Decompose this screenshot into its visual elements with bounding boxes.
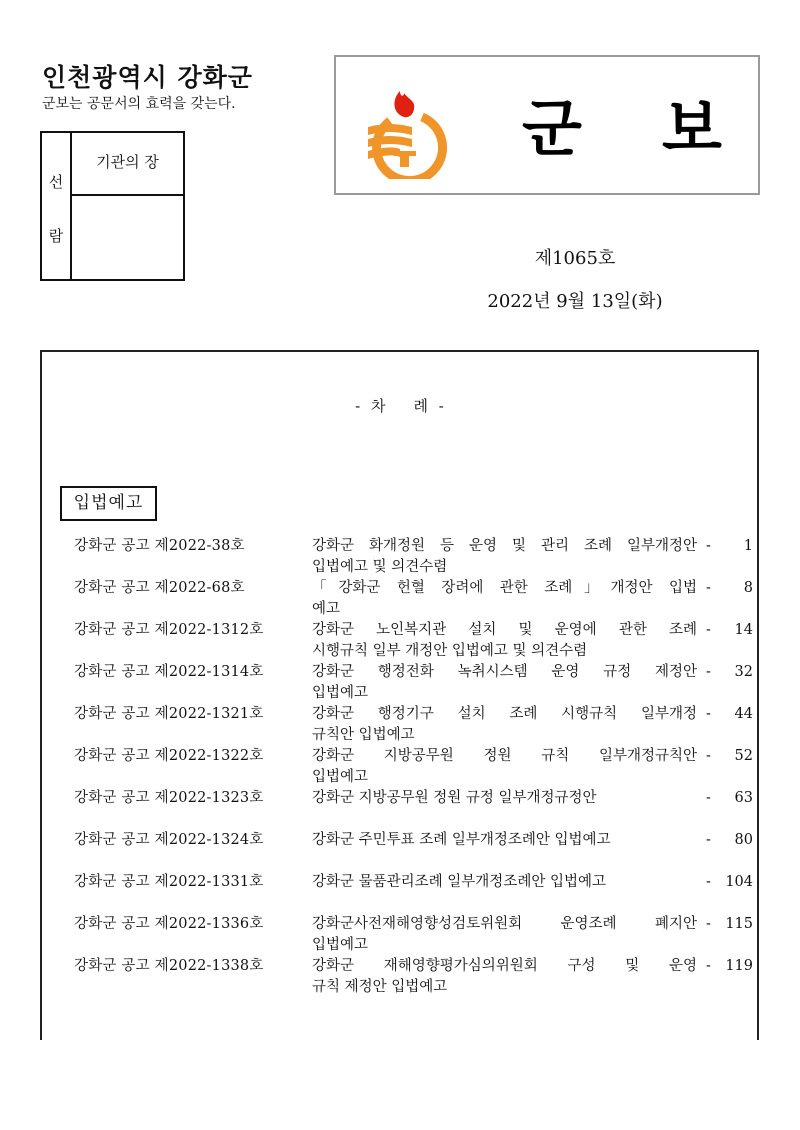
toc-title	[312, 746, 704, 788]
review-label-char: 선	[48, 173, 64, 191]
toc-notice-number: 강화군 공고 제2022-1312호	[74, 622, 264, 638]
toc-notice-number: 강화군 공고 제2022-1336호	[74, 916, 264, 932]
toc-heading-right: 례 -	[413, 397, 444, 415]
toc-page-number: 14	[734, 622, 753, 638]
ganghwa-emblem-icon	[360, 79, 450, 179]
toc-page-number: 63	[734, 790, 753, 806]
toc-row[interactable]	[42, 914, 757, 956]
toc-dash: -	[706, 790, 711, 806]
toc-dash: -	[706, 832, 711, 848]
toc-notice-number: 강화군 공고 제2022-68호	[74, 580, 245, 596]
masthead-title-char: 군	[522, 92, 582, 165]
toc-dash: -	[706, 916, 711, 932]
toc-page-number: 104	[725, 874, 753, 890]
toc-dash: -	[706, 664, 711, 680]
toc-notice-number: 강화군 공고 제2022-1338호	[74, 958, 264, 974]
toc-title-line: 강화군 행정기구 설치 조례 시행규칙 일부개정	[312, 706, 697, 722]
toc-title-line: 시행규칙 일부 개정안 입법예고 및 의견수렴	[312, 643, 588, 659]
toc-notice-number: 강화군 공고 제2022-1323호	[74, 790, 264, 806]
review-label-char: 람	[48, 227, 64, 245]
toc-title-line: 강화군 주민투표 조례 일부개정조례안 입법예고	[312, 832, 611, 848]
toc-page-number: 119	[725, 958, 753, 974]
toc-title	[312, 872, 704, 893]
masthead	[334, 55, 760, 195]
toc-title-line: 입법예고	[312, 685, 369, 701]
toc-title-line: 「강화군 헌혈 장려에 관한 조례」개정안 입법	[312, 580, 697, 596]
toc-title-line: 입법예고	[312, 769, 369, 785]
issue-date: 2022년 9월 13일(화)	[487, 291, 663, 312]
toc-dash: -	[706, 748, 711, 764]
toc-page-number: 115	[725, 916, 753, 932]
toc-heading	[42, 395, 757, 416]
toc-notice-number: 강화군 공고 제2022-1331호	[74, 874, 264, 890]
toc-title-line: 규칙 제정안 입법예고	[312, 979, 448, 995]
toc-title-line: 강화군 노인복지관 설치 및 운영에 관한 조례	[312, 622, 697, 638]
toc-title	[312, 788, 704, 809]
toc-notice-number: 강화군 공고 제2022-1322호	[74, 748, 264, 764]
organization-title: 인천광역시 강화군	[42, 63, 253, 92]
toc-title	[312, 956, 704, 998]
toc-title	[312, 578, 704, 620]
toc-row[interactable]	[42, 956, 757, 998]
toc-title-line: 강화군 지방공무원 정원 규칙 일부개정규칙안	[312, 748, 697, 764]
toc-page-number: 80	[734, 832, 753, 848]
section-tag: 입법예고	[60, 486, 157, 521]
toc-title-line: 강화군사전재해영향성검토위원회 운영조례 폐지안	[312, 916, 697, 932]
toc-title-line: 강화군 물품관리조례 일부개정조례안 입법예고	[312, 874, 606, 890]
toc-row[interactable]	[42, 788, 757, 830]
review-box	[40, 131, 185, 281]
toc-dash: -	[706, 874, 711, 890]
toc-notice-number: 강화군 공고 제2022-1321호	[74, 706, 264, 722]
toc-title	[312, 662, 704, 704]
toc-row[interactable]	[42, 830, 757, 872]
toc-row[interactable]	[42, 704, 757, 746]
toc-title-line: 강화군 재해영향평가심의위원회 구성 및 운영	[312, 958, 697, 974]
toc-title	[312, 704, 704, 746]
review-head-cell: 기관의 장	[72, 133, 183, 196]
toc-page-number: 1	[743, 538, 753, 554]
toc-title-line: 강화군 화개정원 등 운영 및 관리 조례 일부개정안	[312, 538, 697, 554]
toc-row[interactable]	[42, 620, 757, 662]
toc-title-line: 규칙안 입법예고	[312, 727, 415, 743]
review-label-column	[42, 133, 72, 279]
toc-notice-number: 강화군 공고 제2022-1314호	[74, 664, 264, 680]
toc-row[interactable]	[42, 746, 757, 788]
toc-title	[312, 620, 704, 662]
toc-row[interactable]	[42, 872, 757, 914]
table-of-contents	[40, 350, 759, 1040]
toc-title	[312, 914, 704, 956]
organization-subtitle: 군보는 공문서의 효력을 갖는다.	[42, 96, 236, 112]
toc-title-line: 강화군 지방공무원 정원 규정 일부개정규정안	[312, 790, 597, 806]
toc-row[interactable]	[42, 536, 757, 578]
toc-dash: -	[706, 538, 711, 554]
toc-title	[312, 536, 704, 578]
toc-page-number: 44	[734, 706, 753, 722]
toc-dash: -	[706, 580, 711, 596]
toc-dash: -	[706, 958, 711, 974]
toc-title-line: 입법예고 및 의견수렴	[312, 559, 448, 575]
toc-page-number: 8	[743, 580, 753, 596]
toc-page-number: 52	[734, 748, 753, 764]
toc-dash: -	[706, 706, 711, 722]
toc-notice-number: 강화군 공고 제2022-38호	[74, 538, 245, 554]
toc-page-number: 32	[734, 664, 753, 680]
toc-title	[312, 830, 704, 851]
toc-heading-left: - 차	[355, 397, 386, 415]
toc-row[interactable]	[42, 578, 757, 620]
toc-title-line: 강화군 행정전화 녹취시스템 운영 규정 제정안	[312, 664, 697, 680]
masthead-title-char: 보	[662, 92, 722, 165]
issue-number: 제1065호	[534, 248, 616, 269]
toc-row[interactable]	[42, 662, 757, 704]
toc-title-line: 입법예고	[312, 937, 369, 953]
toc-dash: -	[706, 622, 711, 638]
toc-title-line: 예고	[312, 601, 341, 617]
toc-notice-number: 강화군 공고 제2022-1324호	[74, 832, 264, 848]
